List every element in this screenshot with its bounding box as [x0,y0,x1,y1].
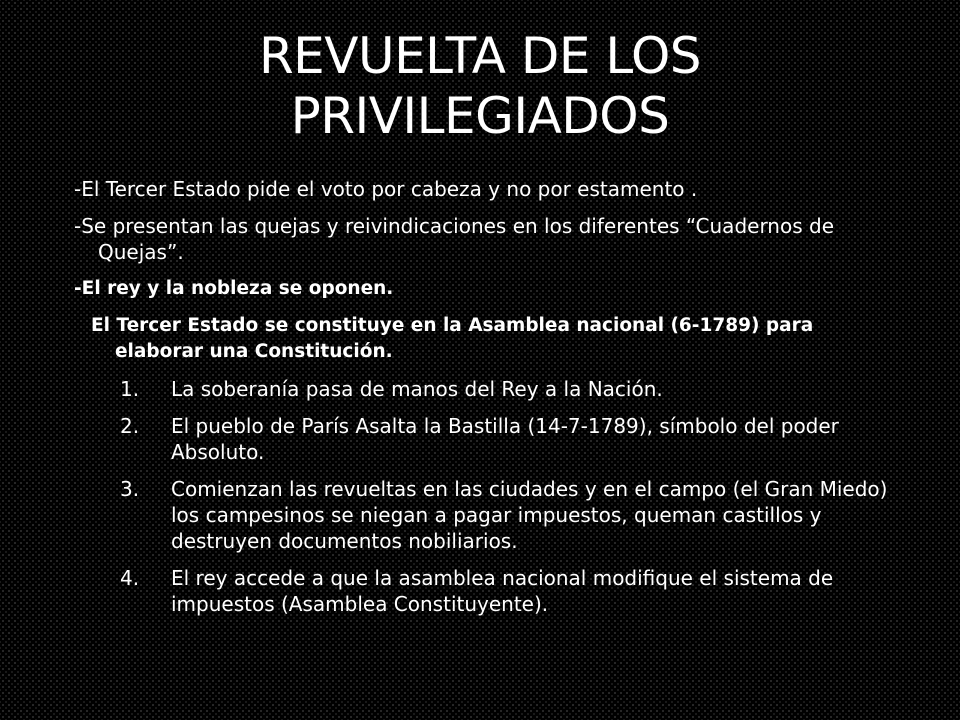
list-item [120,413,894,465]
title-line-1: REVUELTA DE LOS [258,27,702,85]
slide-title [0,26,960,146]
list-item [120,376,894,402]
paragraph-cuadernos: -Se presentan las quejas y reivindicaciones en los diferentes “Cuadernos de Quejas”. [74,214,834,264]
list-text: El rey accede a que la asamblea nacional modifique el sistema de impuestos (Asamblea Constituyente). [171,566,834,616]
list-number: 3. [120,477,140,501]
list-number: 4. [120,566,140,590]
paragraph-oposicion: -El rey y la nobleza se oponen. [74,278,394,299]
list-item [120,476,894,554]
list-text: Comienzan las revueltas en las ciudades y en el campo (el Gran Miedo) los campesinos se niegan a pagar impuestos, queman castillos y destruyen documentos nobiliarios. [171,477,888,553]
list-text: La soberanía pasa de manos del Rey a la Nación. [171,377,663,401]
list-number: 2. [120,414,140,438]
paragraph-voto: -El Tercer Estado pide el voto por cabeza y no por estamento . [74,177,698,201]
list-text: El pueblo de París Asalta la Bastilla (14-7-1789), símbolo del poder Absoluto. [171,414,839,464]
list-item [120,565,894,617]
list-number: 1. [120,377,140,401]
slide-body [74,176,894,628]
paragraph-asamblea: El Tercer Estado se constituye en la Asamblea nacional (6-1789) para elaborar una Constitución. [91,315,814,362]
title-line-2: PRIVILEGIADOS [290,87,670,145]
